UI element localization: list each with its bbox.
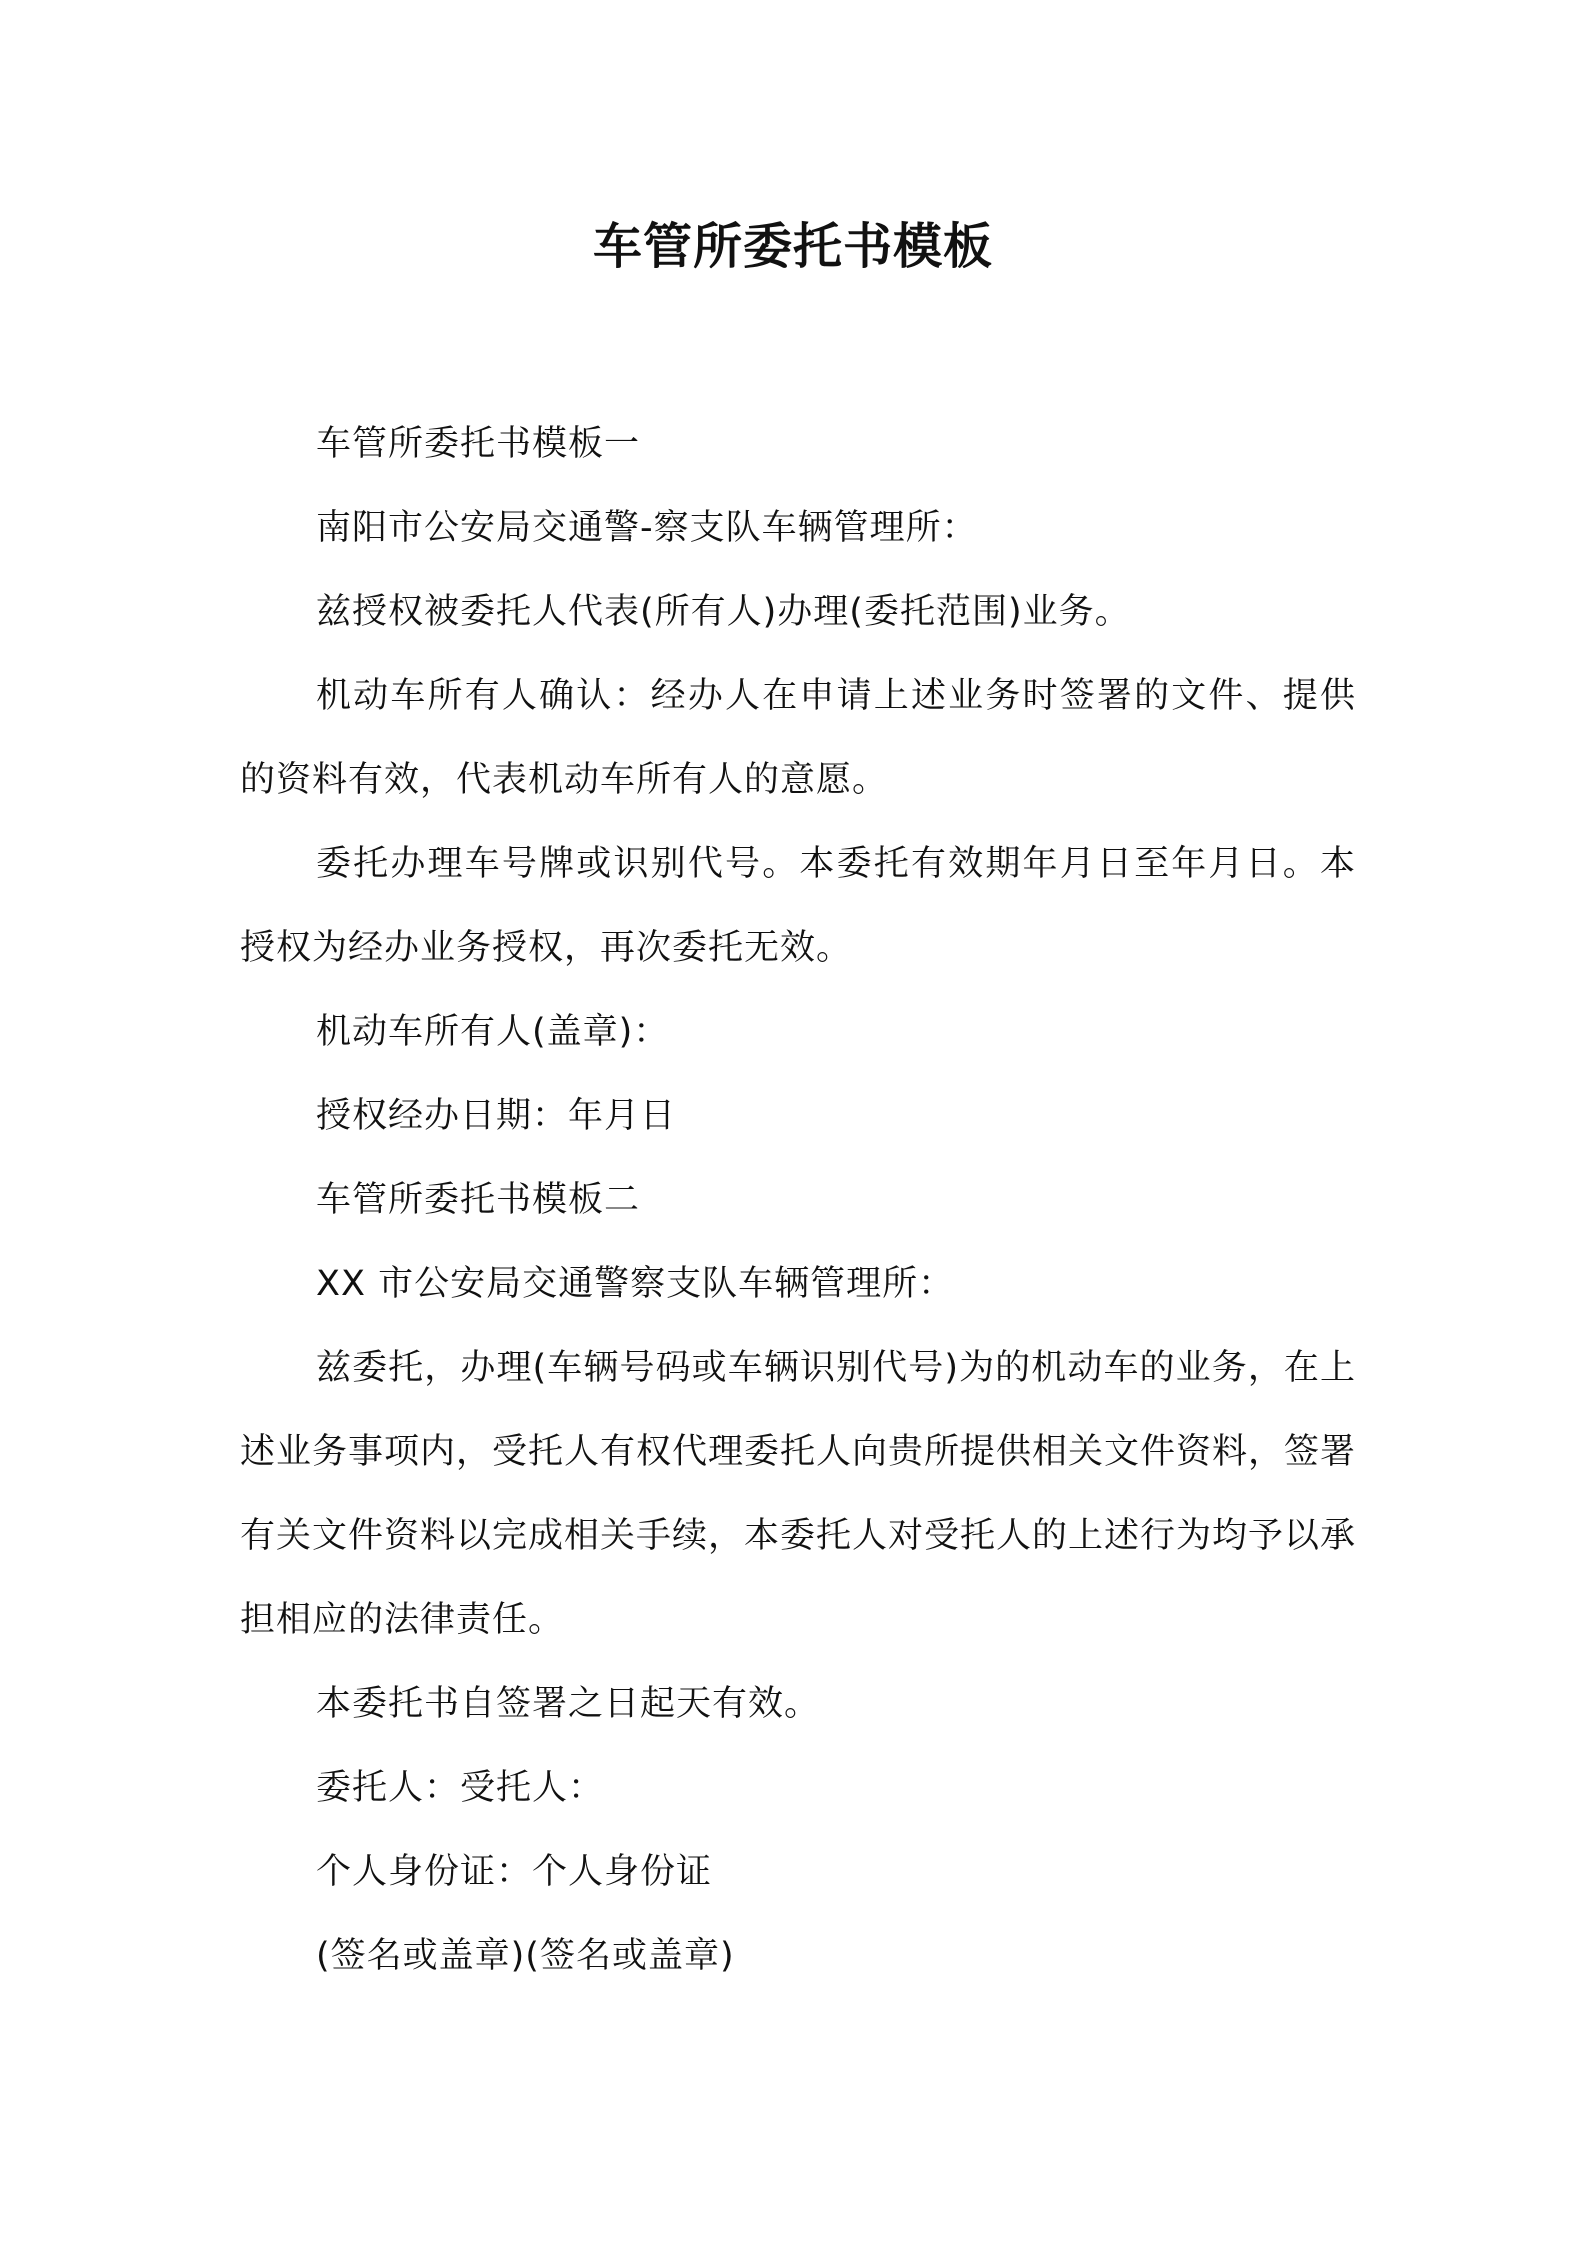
paragraph-addressee-nanyang: 南阳市公安局交通警-察支队车辆管理所： [316,508,978,548]
paragraph-signatures: (签名或盖章)(签名或盖章) [316,1936,735,1976]
paragraph-authorization: 兹授权被委托人代表(所有人)办理(委托范围)业务。 [316,592,1131,632]
paragraph-template-two-heading: 车管所委托书模板二 [316,1180,641,1220]
document-body [240,402,1356,1998]
paragraph-owner-seal: 机动车所有人(盖章)： [316,1012,670,1052]
document-title: 车管所委托书模板 [592,218,993,275]
paragraph-id-cards: 个人身份证：个人身份证 [316,1852,713,1892]
paragraph-effective-date: 本委托书自签署之日起天有效。 [316,1684,821,1724]
paragraph-owner-confirmation: 机动车所有人确认：经办人在申请上述业务时签署的文件、提供的资料有效，代表机动车所有人的意愿。 [240,676,1356,800]
paragraph-addressee-xx: XX 市公安局交通警察支队车辆管理所： [316,1264,955,1304]
paragraph-delegation-scope: 兹委托，办理(车辆号码或车辆识别代号)为的机动车的业务，在上述业务事项内，受托人有权代理委托人向贵所提供相关文件资料，签署有关文件资料以完成相关手续，本委托人对受托人的上述行为均予以承担相应的法律责任。 [240,1348,1357,1640]
paragraph-principal-agent: 委托人：受托人： [316,1768,605,1808]
paragraph-validity-period: 委托办理车号牌或识别代号。本委托有效期年月日至年月日。本授权为经办业务授权，再次委托无效。 [240,844,1356,968]
paragraph-authorization-date: 授权经办日期：年月日 [316,1096,677,1136]
paragraph-template-one-heading: 车管所委托书模板一 [316,424,641,464]
